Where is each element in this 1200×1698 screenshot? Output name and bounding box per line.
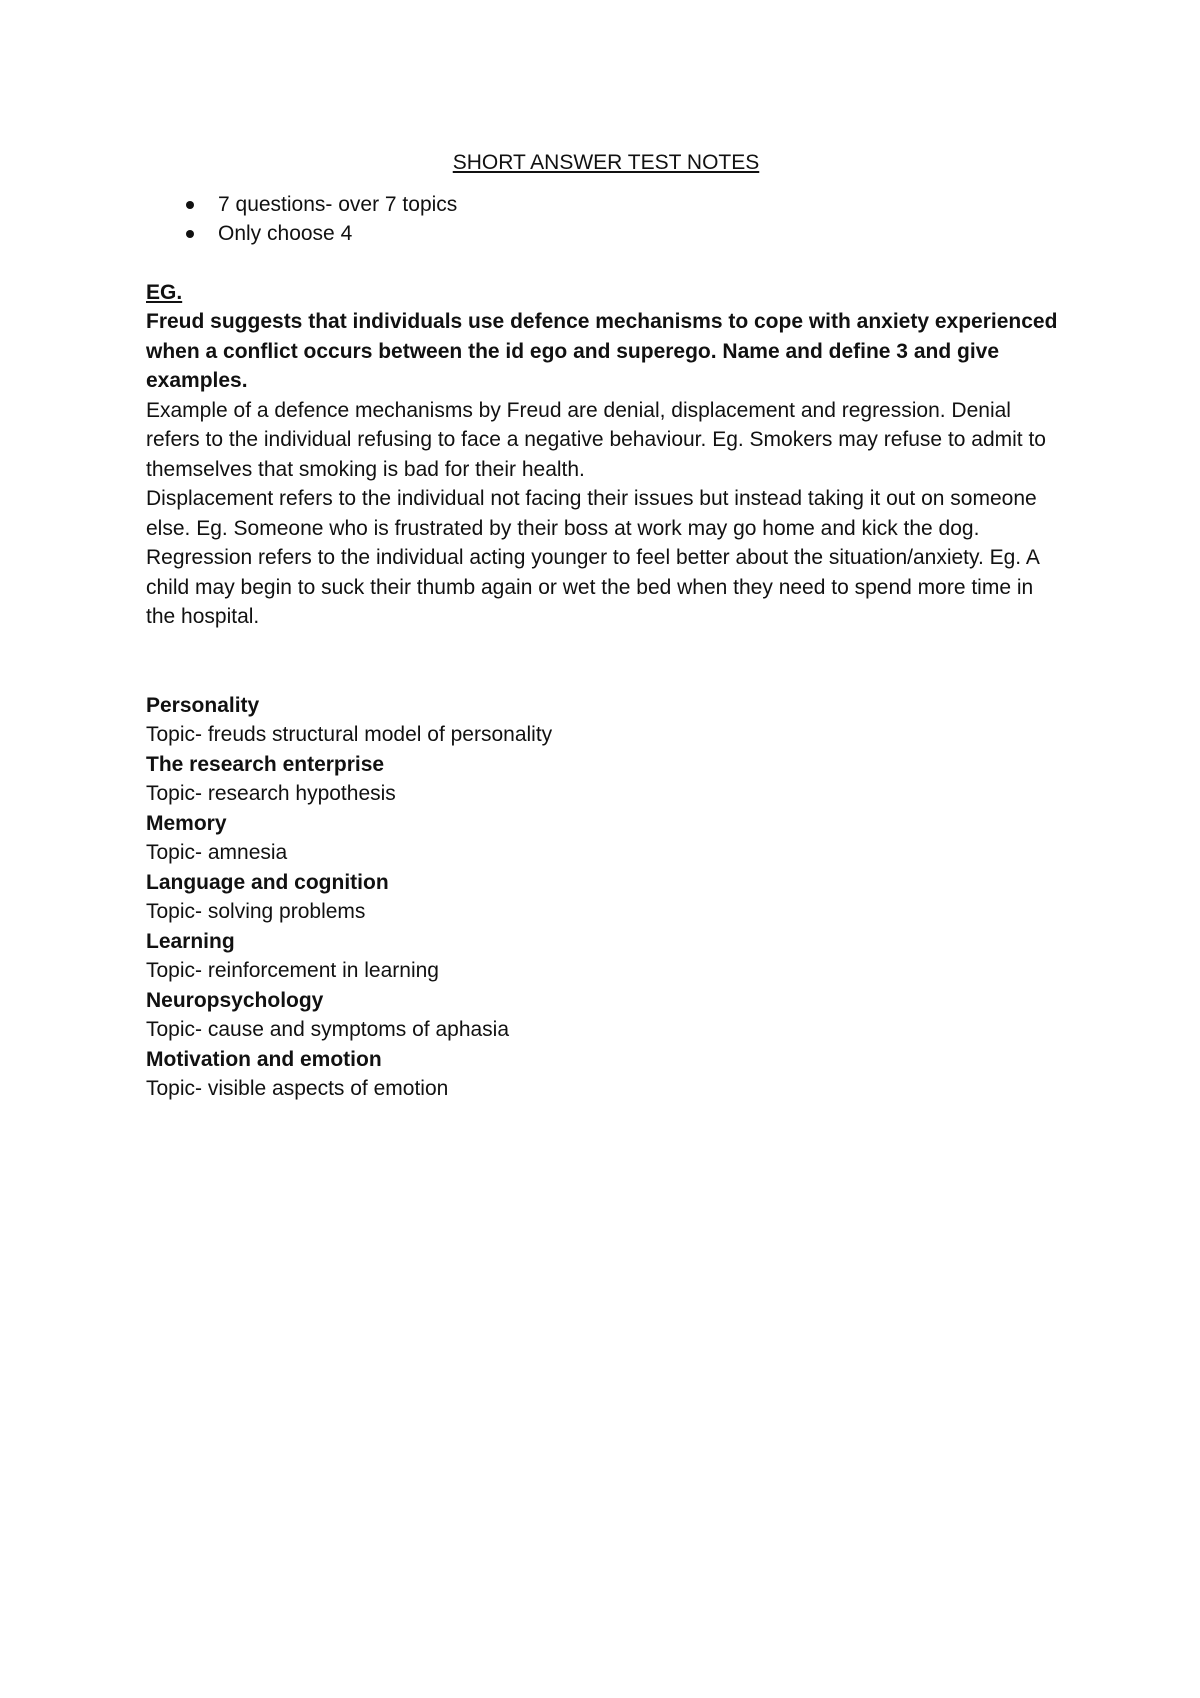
subject-heading: Personality — [146, 693, 260, 717]
topic-line: Topic- visible aspects of emotion — [146, 1077, 449, 1100]
subject-heading: Memory — [146, 811, 227, 835]
bullet-dot-icon — [186, 230, 194, 238]
subject-heading: Neuropsychology — [146, 988, 324, 1012]
info-bullet-list — [146, 190, 1066, 249]
topic-line: Topic- freuds structural model of personality — [146, 723, 553, 746]
example-question: Freud suggests that individuals use defence mechanisms to cope with anxiety experienced when a conflict occurs between the id ego and superego. Name and define 3 and give examples. — [146, 310, 1058, 392]
topic-line: Topic- solving problems — [146, 900, 366, 923]
subject-heading: Language and cognition — [146, 870, 389, 894]
document-body — [146, 148, 1066, 1104]
document-title: SHORT ANSWER TEST NOTES — [452, 151, 760, 174]
topic-line: Topic- reinforcement in learning — [146, 959, 439, 982]
answer-paragraph: Regression refers to the individual acting younger to feel better about the situation/anxiety. Eg. A child may begin to suck their thumb again or wet the bed when they need to spend more time in the hospital. — [146, 546, 1039, 628]
bullet-dot-icon — [186, 201, 194, 209]
bullet-item — [146, 219, 1066, 249]
bullet-text: Only choose 4 — [218, 222, 353, 245]
subject-heading: The research enterprise — [146, 752, 385, 776]
answer-paragraph: Displacement refers to the individual not facing their issues but instead taking it out on someone else. Eg. Someone who is frustrated by their boss at work may go home and kick the dog. — [146, 487, 1037, 540]
topic-list — [146, 691, 1066, 1104]
answer-paragraph: Example of a defence mechanisms by Freud are denial, displacement and regression. Denial refers to the individual refusing to face a negative behaviour. Eg. Smokers may refuse to admit to themselves that smoking is bad for their health. — [146, 398, 1046, 481]
bullet-text: 7 questions- over 7 topics — [218, 192, 458, 216]
subject-heading: Learning — [146, 929, 235, 953]
topic-line: Topic- cause and symptoms of aphasia — [146, 1018, 510, 1041]
example-answer — [146, 396, 1066, 632]
example-label: EG. — [146, 280, 183, 304]
topic-line: Topic- amnesia — [146, 841, 288, 864]
topic-line: Topic- research hypothesis — [146, 782, 396, 805]
bullet-item — [146, 190, 1066, 220]
example-section — [146, 278, 1066, 632]
subject-heading: Motivation and emotion — [146, 1047, 382, 1071]
